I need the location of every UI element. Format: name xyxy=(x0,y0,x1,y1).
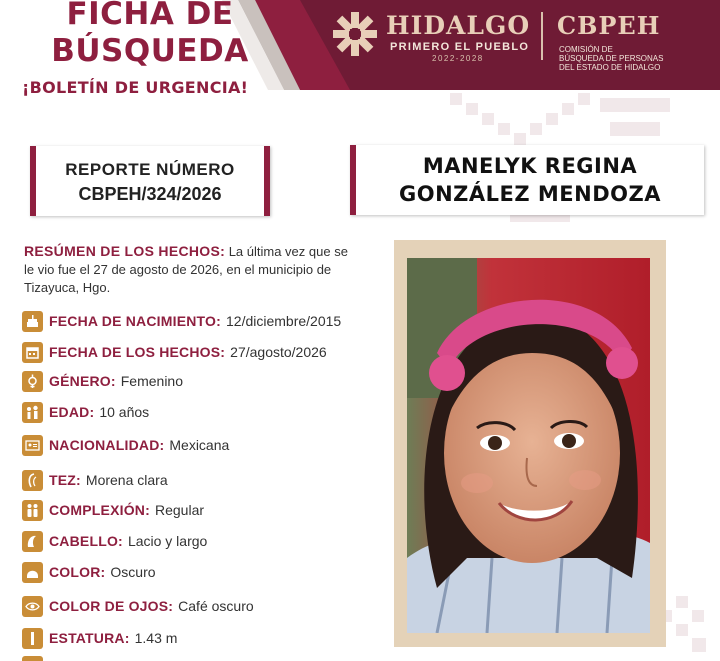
summary-label: RESÚMEN DE LOS HECHOS: xyxy=(24,243,226,259)
calendar-icon xyxy=(22,342,43,363)
report-label: REPORTE NÚMERO xyxy=(65,160,235,179)
ruler-icon xyxy=(22,628,43,649)
cbpeh-desc-line-1: COMISIÓN DE xyxy=(559,45,613,54)
summary-text: La última vez que se le vio fue el 27 de agosto de 2026, en el municipio de Tizayuca, Hgo. xyxy=(24,244,348,295)
field-label: TEZ: xyxy=(49,472,81,488)
field-label: COMPLEXIÓN: xyxy=(49,502,150,518)
logo-divider xyxy=(541,12,543,60)
field-label: COLOR: xyxy=(49,564,106,580)
field-value: Lacio y largo xyxy=(127,533,208,549)
logo-hidalgo-text: HIDALGO xyxy=(386,11,531,40)
field-value: Oscuro xyxy=(110,564,156,580)
field-value: 27/agosto/2026 xyxy=(230,344,327,360)
logo-cbpeh-description xyxy=(559,45,663,72)
report-number-box xyxy=(30,146,270,216)
missing-person-photo xyxy=(407,258,650,633)
field-value: 10 años xyxy=(99,404,150,420)
cbpeh-desc-line-2: BÚSQUEDA DE PERSONAS xyxy=(559,54,664,63)
field-value: Mexicana xyxy=(169,437,230,453)
hidalgo-star-logo-icon xyxy=(330,9,380,59)
logo-slogan: PRIMERO EL PUEBLO xyxy=(390,41,530,53)
title-line-1: FICHA DE xyxy=(66,0,234,32)
person-name-line-2: GONZÁLEZ MENDOZA xyxy=(399,182,661,206)
field-label: CABELLO: xyxy=(49,533,123,549)
field-label: COLOR DE OJOS: xyxy=(49,598,174,614)
field-gender xyxy=(22,369,183,393)
field-value: Regular xyxy=(154,502,205,518)
eye-icon xyxy=(22,596,43,617)
cut-off-field-icon xyxy=(22,656,43,661)
logo-years: 2022-2028 xyxy=(432,54,484,63)
field-birth-date xyxy=(22,309,341,333)
hair-icon xyxy=(22,531,43,552)
field-label: GÉNERO: xyxy=(49,373,116,389)
field-nationality xyxy=(22,433,229,457)
field-event-date xyxy=(22,340,327,364)
field-eye-color xyxy=(22,594,254,618)
id-card-icon xyxy=(22,435,43,456)
field-label: FECHA DE LOS HECHOS: xyxy=(49,344,226,360)
summary-of-facts xyxy=(24,242,354,297)
cake-icon xyxy=(22,311,43,332)
field-value: Café oscuro xyxy=(178,598,254,614)
person-name-line-1: MANELYK REGINA xyxy=(422,154,638,178)
page-title xyxy=(40,0,260,70)
body-icon xyxy=(22,500,43,521)
person-name-box xyxy=(350,145,704,215)
field-complexion-tone xyxy=(22,468,168,492)
field-label: ESTATURA: xyxy=(49,630,130,646)
hair-color-icon xyxy=(22,562,43,583)
people-icon xyxy=(22,402,43,423)
urgency-subtitle: ¡BOLETÍN DE URGENCIA! xyxy=(22,78,249,97)
field-value: Morena clara xyxy=(85,472,168,488)
field-value: 1.43 m xyxy=(134,630,178,646)
cbpeh-desc-line-3: DEL ESTADO DE HIDALGO xyxy=(559,63,661,72)
field-height xyxy=(22,626,177,650)
face-icon xyxy=(22,470,43,491)
field-label: FECHA DE NACIMIENTO: xyxy=(49,313,221,329)
field-label: EDAD: xyxy=(49,404,95,420)
field-hair xyxy=(22,529,207,553)
report-number: CBPEH/324/2026 xyxy=(78,184,222,204)
field-label: NACIONALIDAD: xyxy=(49,437,165,453)
gender-icon xyxy=(22,371,43,392)
logo-cbpeh-text: CBPEH xyxy=(557,11,661,40)
field-value: Femenino xyxy=(120,373,184,389)
title-line-2: BÚSQUEDA xyxy=(51,33,249,69)
field-build xyxy=(22,498,204,522)
field-age xyxy=(22,400,149,424)
field-value: 12/diciembre/2015 xyxy=(226,313,342,329)
field-hair-color xyxy=(22,560,156,584)
